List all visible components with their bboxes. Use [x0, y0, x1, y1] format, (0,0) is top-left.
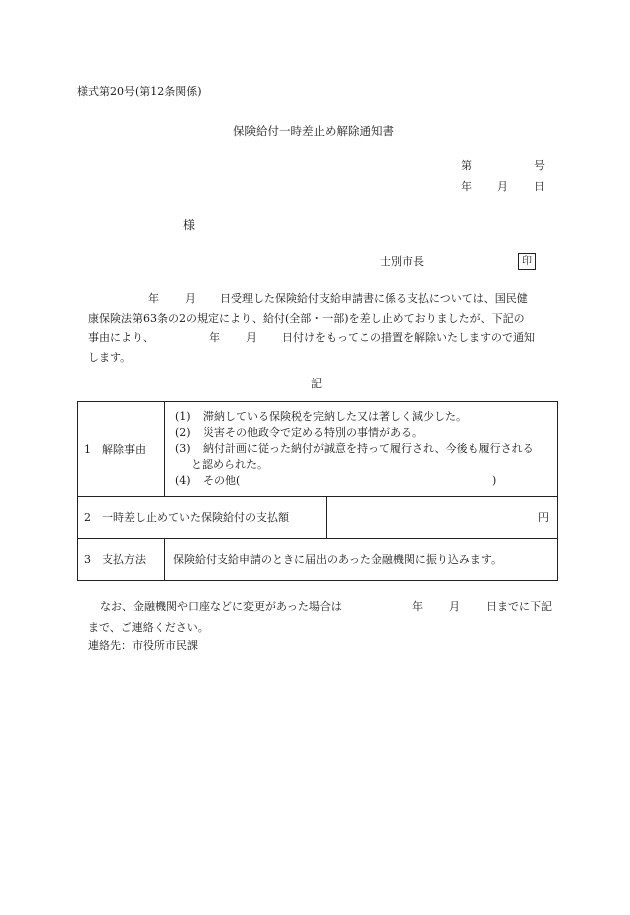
- body-line-1-text: 日受理した保険給付支給申請書に係る支払については、国民健: [220, 292, 528, 305]
- reason-4-close: ): [492, 474, 497, 487]
- form-number: 様式第20号(第12条関係): [77, 85, 202, 98]
- ki-heading: 記: [311, 377, 322, 390]
- body-line-3-text-a: 事由により、: [88, 331, 154, 344]
- reason-2-number: (2): [175, 426, 191, 439]
- reason-3-text: 納付計画に従った納付が誠意を持って履行され、今後も履行される: [203, 442, 534, 455]
- seal-mark: 印: [518, 253, 536, 270]
- note-line-1-text-a: なお、金融機関や口座などに変更があった場合は: [100, 600, 342, 613]
- table-row: [78, 497, 558, 539]
- document-number-prefix: 第: [461, 159, 472, 172]
- body-line-3-text-b: 日付けをもってこの措置を解除いたしますので通知: [282, 331, 535, 344]
- body-line-1: [88, 293, 558, 313]
- body-line-4-text: します。: [88, 351, 132, 364]
- payment-method-value: 保険給付支給申請のときに届出のあった金融機関に振り込みます。: [165, 539, 558, 581]
- document-title: 保険給付一時差止め解除通知書: [233, 124, 394, 138]
- reason-4-text: その他(: [203, 474, 241, 487]
- body-line-2: [88, 313, 558, 333]
- sender-name: 士別市長: [380, 255, 424, 268]
- list-item: [173, 409, 557, 425]
- contact-line: [88, 640, 558, 660]
- reason-3-number: (3): [175, 442, 191, 455]
- note-line-2-text: まで、ご連絡ください。: [88, 621, 209, 634]
- list-item: [173, 425, 557, 441]
- date-month: 月: [497, 180, 508, 193]
- date-day: 日: [534, 180, 545, 193]
- table-row: [78, 402, 558, 497]
- body-year: 年: [148, 292, 159, 305]
- addressee-suffix: 様: [183, 218, 196, 232]
- reason-label: 1 解除事由: [78, 402, 165, 497]
- reason-3-text-continued: と認められた。: [191, 458, 268, 471]
- details-table: [77, 401, 558, 581]
- document-number-suffix: 号: [534, 159, 545, 172]
- reason-1-number: (1): [175, 410, 191, 423]
- note-line-1-text-b: 日までに下記: [486, 600, 552, 613]
- reason-1-text: 滞納している保険税を完納した又は著しく減少した。: [203, 410, 467, 423]
- amount-unit: 円: [327, 497, 558, 539]
- body-line-4: [88, 352, 558, 372]
- note-month: 月: [449, 600, 460, 613]
- list-item: [173, 473, 557, 489]
- contact-text: 連絡先：市役所市民課: [88, 639, 198, 652]
- body-month: 月: [185, 292, 196, 305]
- payment-method-label: 3 支払方法: [78, 539, 165, 581]
- note-line-1: [88, 601, 558, 621]
- body-line-3: [88, 332, 558, 352]
- note-year: 年: [412, 600, 423, 613]
- list-item: [173, 441, 557, 457]
- reason-list: [165, 402, 558, 497]
- table-row: [78, 539, 558, 581]
- body-line-3-year: 年: [209, 331, 220, 344]
- body-line-3-month: 月: [246, 331, 257, 344]
- reason-4-number: (4): [175, 474, 191, 487]
- date-year: 年: [461, 180, 472, 193]
- reason-2-text: 災害その他政令で定める特別の事情がある。: [203, 426, 423, 439]
- body-line-2-text: 康保険法第63条の2の規定により、給付(全部・一部)を差し止めておりましたが、下記の: [88, 312, 525, 325]
- list-item: [173, 457, 557, 473]
- amount-label: 2 一時差し止めていた保険給付の支払額: [78, 497, 327, 539]
